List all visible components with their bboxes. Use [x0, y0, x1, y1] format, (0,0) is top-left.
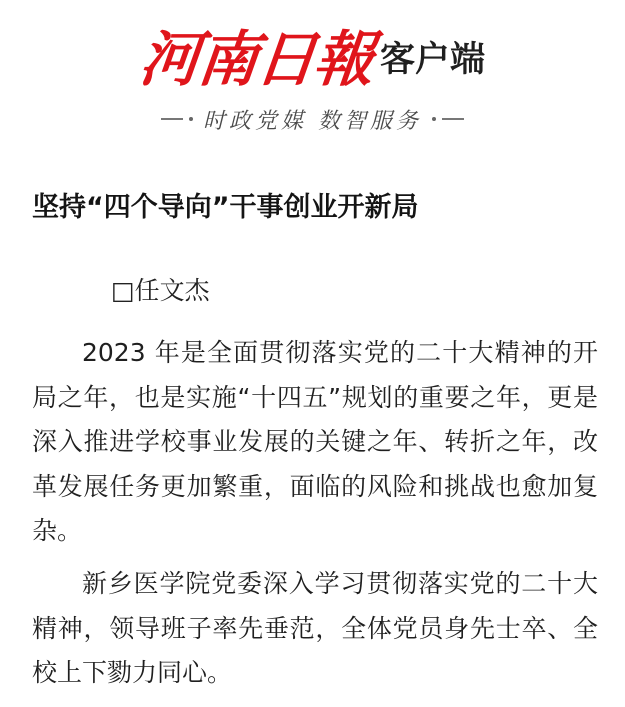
article-title: 坚持“四个导向”干事创业开新局 [32, 192, 419, 223]
app-header [0, 0, 625, 150]
logo-brand-name: 河南日報 [136, 25, 376, 95]
logo [0, 22, 625, 98]
slogan-right-ornament [432, 117, 464, 121]
article-paragraph: 新乡医学院党委深入学习贯彻落实党的二十大精神，领导班子率先垂范，全体党员身先士卒、全校上下勠力同心。 [32, 569, 598, 687]
slogan [0, 104, 625, 134]
article-paragraph: 2023 年是全面贯彻落实党的二十大精神的开局之年，也是实施“十四五”规划的重要之年，更是深入推进学校事业发展的关键之年、转折之年，改革发展任务更加繁重，面临的风险和挑战也愈加复杂。 [32, 338, 598, 545]
slogan-text: 时政党媒 数智服务 [203, 108, 422, 134]
slogan-left-ornament [161, 117, 193, 121]
article-byline: □任文杰 [111, 276, 210, 305]
logo-suffix: 客户端 [379, 40, 485, 80]
